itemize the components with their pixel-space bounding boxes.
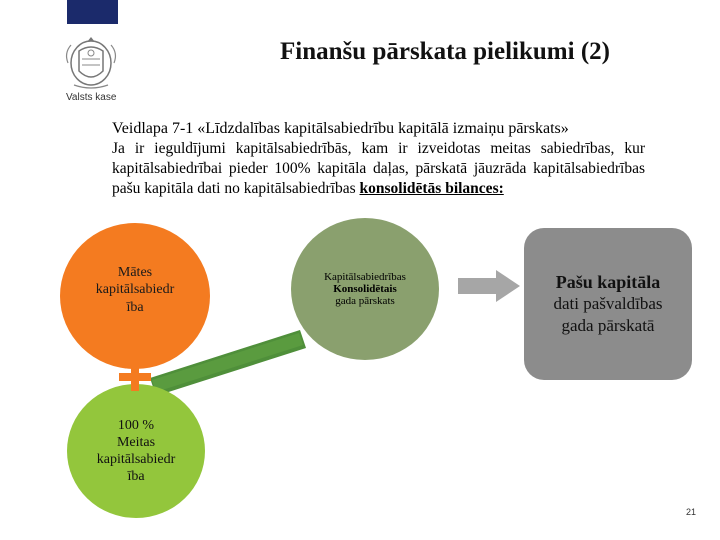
subsidiary-label-1: 100 %	[117, 418, 155, 433]
equity-data-box	[524, 228, 692, 380]
subsidiary-node	[67, 384, 205, 518]
consolidated-label-2: Konsolidētais	[333, 283, 397, 295]
consolidated-label-3: gada pārskats	[335, 295, 395, 307]
parent-company-node	[60, 223, 210, 369]
page-title: Finanšu pārskata pielikumi (2)	[280, 38, 610, 65]
consolidated-label-1: Kapitālsabiedrības	[324, 271, 406, 283]
form-subtitle: Veidlapa 7-1 «Līdzdalības kapitālsabiedrību kapitālā izmaiņu pārskats»	[112, 120, 569, 137]
subsidiary-label-4: ība	[127, 469, 145, 484]
paragraph-emphasis: konsolidētās bilances:	[359, 180, 504, 197]
subsidiary-label-2: Meitas	[116, 435, 156, 450]
equity-label-2: dati pašvaldības	[553, 293, 663, 313]
logo-caption: Valsts kase	[66, 92, 117, 103]
consolidated-report-node	[291, 218, 439, 360]
page-number: 21	[686, 507, 697, 517]
equity-label-1: Pašu kapitāla	[555, 271, 661, 292]
parent-label-3: ība	[126, 300, 144, 315]
paragraph-main-text: Ja ir ieguldījumi kapitālsabiedrībās, kam ir izveidotas meitas sabiedrības, kur kapitālsabiedrībai pieder 100% kapitāla daļas, pārskatā jāuzrāda kapitālsabiedrības pašu kapitāla dati no kapitālsabiedrības	[112, 140, 645, 197]
right-arrow-icon	[458, 270, 520, 302]
parent-label-2: kapitālsabiedr	[95, 282, 175, 297]
parent-label-1: Mātes	[117, 265, 153, 280]
subsidiary-label-3: kapitālsabiedr	[96, 452, 176, 467]
equity-label-3: gada pārskatā	[561, 315, 655, 335]
plus-icon	[117, 363, 153, 391]
